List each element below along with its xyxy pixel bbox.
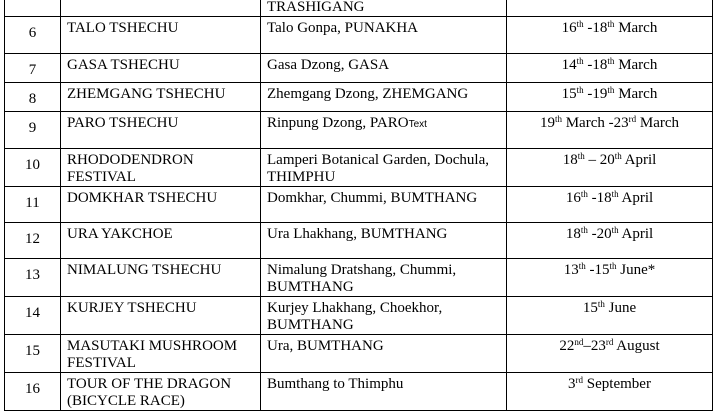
date-start-day: 18: [565, 226, 581, 242]
table-row: [5, 0, 713, 17]
festival-name-text: DOMKHAR TSHECHU: [67, 190, 218, 206]
date-month: March: [614, 86, 658, 102]
date-end-day: 20: [596, 226, 612, 242]
row-number-text: 13: [25, 267, 40, 283]
date-end-day: 20: [599, 152, 615, 168]
venue-subtext: Text: [408, 119, 427, 130]
row-number: [5, 112, 61, 149]
date-separator: -: [587, 190, 597, 206]
table-row: [5, 223, 713, 259]
festival-name-text: GASA TSHECHU: [67, 57, 180, 73]
table-row: [5, 54, 713, 83]
table-row: [5, 187, 713, 223]
festival-name: [61, 373, 261, 411]
festival-venue-text: Rinpung Dzong, PARO: [267, 115, 409, 131]
festival-name-text: KURJEY TSHECHU: [67, 300, 197, 316]
date-month: June*: [616, 262, 656, 278]
festival-venue: [261, 54, 507, 83]
festival-venue-text: Nimalung Dratshang, Chummi, BUMTHANG: [267, 262, 457, 295]
festival-venue-text: Domkhar, Chummi, BUMTHANG: [267, 190, 478, 206]
festival-table: [4, 0, 713, 411]
row-number: [5, 83, 61, 112]
festival-date: [507, 83, 713, 112]
festival-venue-text: Talo Gonpa, PUNAKHA: [267, 20, 419, 36]
row-number: [5, 187, 61, 223]
date-separator: June: [604, 300, 637, 316]
date-start-day: 3: [568, 376, 576, 392]
date-start-suffix: th: [576, 56, 584, 66]
date-end-suffix: rd: [605, 337, 614, 347]
date-end-suffix: th: [614, 151, 622, 161]
date-end-day: 18: [592, 20, 608, 36]
date-separator: -: [583, 20, 593, 36]
row-number: [5, 17, 61, 54]
festival-date: [507, 187, 713, 223]
date-start-day: 16: [565, 190, 581, 206]
festival-venue-text: Ura, BUMTHANG: [267, 338, 384, 354]
date-start-suffix: th: [576, 85, 584, 95]
table-row: [5, 149, 713, 187]
festival-date: [507, 54, 713, 83]
festival-name-text: MASUTAKI MUSHROOM FESTIVAL: [67, 338, 238, 371]
date-start-suffix: th: [577, 151, 585, 161]
date-start-suffix: rd: [575, 375, 584, 385]
festival-venue-text: Zhemgang Dzong, ZHEMGANG: [267, 86, 469, 102]
festival-name: [61, 335, 261, 373]
festival-venue: [261, 187, 507, 223]
festival-date: [507, 149, 713, 187]
date-start-suffix: th: [597, 299, 605, 309]
festival-name: [61, 112, 261, 149]
date-separator: –: [583, 338, 591, 354]
festival-venue: [261, 149, 507, 187]
festival-name-text: NIMALUNG TSHECHU: [67, 262, 222, 278]
festival-date: [507, 373, 713, 411]
festival-name-text: ZHEMGANG TSHECHU: [67, 86, 226, 102]
festival-venue-text: Kurjey Lhakhang, Choekhor, BUMTHANG: [267, 300, 443, 333]
festival-venue-text: TRASHIGANG: [267, 0, 365, 15]
festival-venue: [261, 223, 507, 259]
festival-venue: [261, 112, 507, 149]
festival-name: [61, 187, 261, 223]
festival-venue-text: Gasa Dzong, GASA: [267, 57, 390, 73]
festival-name-text: URA YAKCHOE: [67, 226, 173, 242]
row-number-text: 10: [25, 157, 40, 173]
date-start-suffix: th: [576, 19, 584, 29]
festival-date: [507, 335, 713, 373]
date-separator: September: [583, 376, 651, 392]
date-end-day: 15: [594, 262, 610, 278]
festival-name-text: PARO TSHECHU: [67, 115, 179, 131]
festival-date: [507, 223, 713, 259]
festival-name-text: TOUR OF THE DRAGON (BICYCLE RACE): [67, 376, 232, 409]
date-separator: -: [587, 226, 597, 242]
date-start-suffix: th: [554, 114, 562, 124]
date-start-suffix: th: [580, 189, 588, 199]
row-number: [5, 373, 61, 411]
row-number-text: 8: [28, 91, 37, 107]
festival-name: [61, 259, 261, 297]
date-end-day: 19: [592, 86, 608, 102]
festival-name: [61, 17, 261, 54]
date-end-day: 23: [590, 338, 606, 354]
row-number-text: 14: [25, 305, 40, 321]
date-end-suffix: th: [609, 261, 617, 271]
date-start-day: 16: [561, 20, 577, 36]
table-row: [5, 373, 713, 411]
date-start-suffix: th: [580, 225, 588, 235]
row-number-text: 16: [25, 381, 40, 397]
row-number-text: 12: [25, 231, 40, 247]
row-number: [5, 223, 61, 259]
date-start-day: 15: [561, 86, 577, 102]
festival-name: [61, 223, 261, 259]
date-month: April: [621, 152, 657, 168]
table-row: [5, 335, 713, 373]
festival-name-text: RHODODENDRON FESTIVAL: [67, 152, 194, 185]
date-end-suffix: th: [607, 56, 615, 66]
date-start-day: 13: [563, 262, 579, 278]
row-number-text: 15: [25, 343, 40, 359]
festival-date: [507, 297, 713, 335]
festival-table-body: [5, 0, 713, 411]
table-row: [5, 259, 713, 297]
date-start-day: 22: [559, 338, 575, 354]
date-separator: -: [583, 57, 593, 73]
date-start-day: 14: [561, 57, 577, 73]
table-row: [5, 297, 713, 335]
table-row: [5, 17, 713, 54]
date-month: April: [618, 226, 654, 242]
festival-venue: [261, 335, 507, 373]
date-end-day: 18: [596, 190, 612, 206]
row-number-text: 11: [25, 195, 40, 211]
date-end-suffix: th: [607, 19, 615, 29]
date-start-day: 15: [582, 300, 598, 316]
row-number: [5, 259, 61, 297]
date-month: March: [636, 115, 680, 131]
row-number: [5, 335, 61, 373]
festival-venue: [261, 17, 507, 54]
date-start-day: 18: [562, 152, 578, 168]
row-number-text: 9: [28, 120, 37, 136]
festival-venue-text: Lamperi Botanical Garden, Dochula, THIMPHU: [267, 152, 489, 185]
festival-venue: [261, 83, 507, 112]
row-number-text: 7: [28, 62, 37, 78]
date-separator: -: [583, 86, 593, 102]
festival-venue-text: Ura Lhakhang, BUMTHANG: [267, 226, 448, 242]
date-end-day: 18: [592, 57, 608, 73]
date-start-suffix: nd: [574, 337, 584, 347]
date-end-suffix: th: [611, 225, 619, 235]
festival-date: [507, 112, 713, 149]
date-end-suffix: th: [607, 85, 615, 95]
date-end-suffix: th: [611, 189, 619, 199]
festival-name: [61, 297, 261, 335]
date-end-suffix: rd: [628, 114, 637, 124]
festival-name: [61, 83, 261, 112]
date-separator: –: [584, 152, 600, 168]
date-separator: March -: [561, 115, 614, 131]
date-month: March: [614, 57, 658, 73]
festival-date: [507, 17, 713, 54]
date-month: April: [618, 190, 654, 206]
festival-name: [61, 54, 261, 83]
date-start-day: 19: [539, 115, 555, 131]
table-row: [5, 112, 713, 149]
row-number: [5, 0, 61, 17]
festival-name: [61, 0, 261, 17]
date-month: March: [614, 20, 658, 36]
festival-venue-text: Bumthang to Thimphu: [267, 376, 404, 392]
festival-date: [507, 259, 713, 297]
festival-name-text: TALO TSHECHU: [67, 20, 179, 36]
date-month: August: [613, 338, 660, 354]
festival-venue: [261, 0, 507, 17]
date-separator: -: [585, 262, 595, 278]
festival-venue: [261, 373, 507, 411]
festival-venue: [261, 259, 507, 297]
row-number: [5, 149, 61, 187]
row-number: [5, 54, 61, 83]
row-number: [5, 297, 61, 335]
table-row: [5, 83, 713, 112]
festival-venue: [261, 297, 507, 335]
row-number-text: 6: [28, 25, 37, 41]
date-end-day: 23: [613, 115, 629, 131]
festival-date: [507, 0, 713, 17]
date-start-suffix: th: [578, 261, 586, 271]
festival-name: [61, 149, 261, 187]
